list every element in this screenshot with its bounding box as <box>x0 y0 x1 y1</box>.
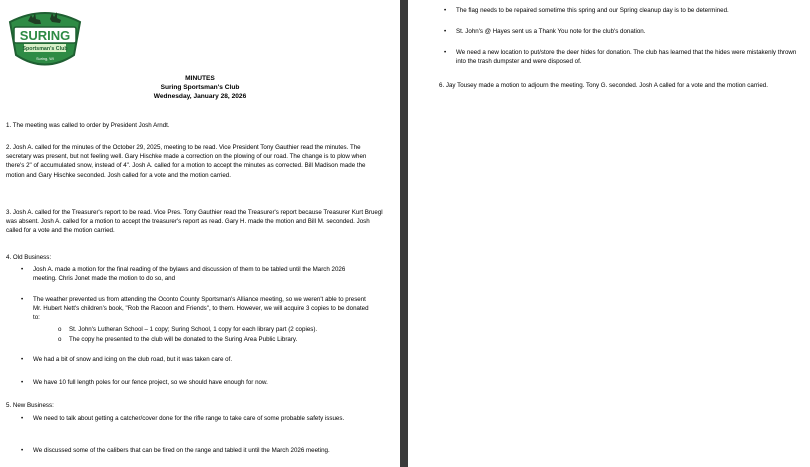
document-page-left <box>0 0 400 467</box>
page-divider <box>400 0 408 467</box>
club-logo <box>4 0 86 78</box>
item-1: 1. The meeting was called to order by President Josh Arndt. <box>6 122 170 129</box>
bullet-icon: • <box>21 447 24 454</box>
list-item <box>21 378 373 387</box>
list-subitem <box>58 335 389 344</box>
item-6: 6. Jay Tousey made a motion to adjourn the meeting. Tony G. seconded. Josh A called for a vote and the motion carried. <box>439 82 768 89</box>
old-business-2a: St. John's Lutheran School – 1 copy; Suring School, 1 copy for each library part (2 copies). <box>69 326 318 333</box>
item-4-heading: 4. Old Business: <box>6 254 52 261</box>
new-business-1: We need to talk about getting a catcher/cover done for the rifle range to take care of some probable safety issues. <box>33 415 345 422</box>
bullet-icon: • <box>21 266 24 273</box>
bullet-icon: • <box>444 7 447 14</box>
meeting-date: Wednesday, January 28, 2026 <box>153 93 247 100</box>
document-page-right <box>408 0 810 467</box>
bullet-icon: • <box>21 296 24 303</box>
old-business-2b: The copy he presented to the club will be donated to the Suring Area Public Library. <box>69 336 298 343</box>
circle-bullet-icon: o <box>58 326 62 333</box>
list-subitem <box>58 325 389 334</box>
list-item <box>21 355 373 364</box>
new-business-4: St. John's @ Hayes sent us a Thank You note for the club's donation. <box>456 28 646 35</box>
minutes-title: MINUTES <box>185 75 215 82</box>
old-business-4: We have 10 full length poles for our fence project, so we should have enough for now. <box>33 379 268 386</box>
item-3: 3. Josh A. called for the Treasurer's report to be read. Vice Pres. Tony Gauthier read the Treasurer's report because Treasurer Kurt Bruegl was absent. Josh A. called for a motion to accept the treasurer's report as read. Gary H. made the motion and Bill M. seconded. Josh called for a vote and the motion carried. <box>6 209 383 235</box>
list-item <box>444 6 801 15</box>
list-item <box>21 414 368 423</box>
logo-subtitle: Sportsman's Club <box>22 46 68 52</box>
list-item <box>21 265 368 283</box>
old-business-2: The weather prevented us from attending the Oconto County Sportsman's Alliance meeting, so we weren't able to present Mr. Hubert Nett's children's book, "Rob the Racoon and Friends", to them. However, we will acquire 3 copies to be donated to: <box>33 296 369 322</box>
logo-location: Suring, WI <box>36 57 54 61</box>
circle-bullet-icon: o <box>58 336 62 343</box>
bullet-icon: • <box>444 28 447 35</box>
item-2: 2. Josh A. called for the minutes of the October 29, 2025, meeting to be read. Vice President Tony Gauthier read the minutes. The secretary was present, but not feeling well. Gary Hischke made a correction on the plowing of our road. The change is to plow when there's 2" of accumulated snow, instead of 4". Josh A. called for a motion to accept the minutes as corrected. Bill Madison made the motion and Gary Hischke seconded. Josh called for a vote and the motion carried. <box>6 144 367 179</box>
bullet-icon: • <box>21 356 24 363</box>
club-name: Suring Sportsman's Club <box>160 84 240 91</box>
new-business-5: We need a new location to put/store the deer hides for donation. The club has learned that the hides were mistakenly thrown into the trash dumpster and were disposed of. <box>456 49 797 66</box>
new-business-3: The flag needs to be repaired sometime this spring and our Spring cleanup day is to be determined. <box>456 7 729 14</box>
old-business-1: Josh A. made a motion for the final reading of the bylaws and discussion of them to be tabled until the March 2026 meeting. Chris Jonet made the motion to do so, and <box>33 266 346 283</box>
list-item <box>21 295 373 323</box>
list-item <box>444 27 801 36</box>
item-5-heading: 5. New Business: <box>6 402 54 409</box>
bullet-icon: • <box>21 415 24 422</box>
bullet-icon: • <box>21 379 24 386</box>
logo-title: SURING <box>19 28 71 43</box>
bullet-icon: • <box>444 49 447 56</box>
old-business-3: We had a bit of snow and icing on the club road, but it was taken care of. <box>33 356 233 363</box>
new-business-2: We discussed some of the calibers that can be fired on the range and tabled it until the March 2026 meeting. <box>33 447 330 454</box>
list-item <box>21 446 368 455</box>
list-item <box>444 48 806 66</box>
